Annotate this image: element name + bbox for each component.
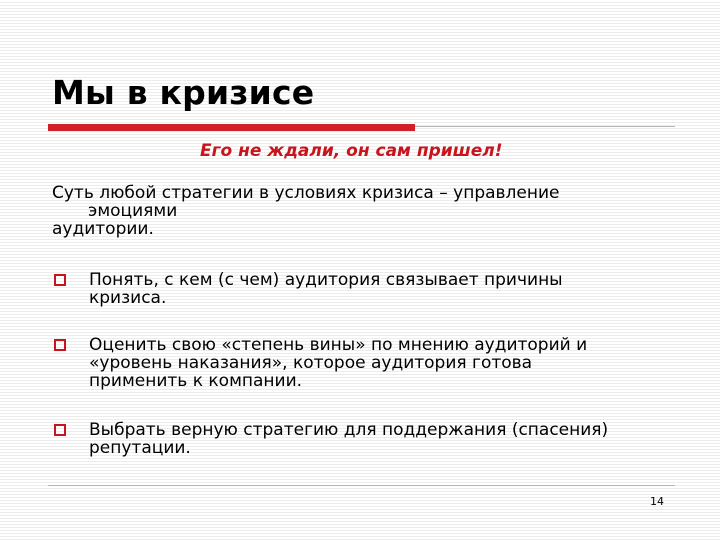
- bullet-item: [54, 421, 674, 457]
- bullet-line: Оценить свою «степень вины» по мнению аудиторий и: [89, 335, 588, 355]
- intro-paragraph: [52, 184, 672, 238]
- intro-line: Суть любой стратегии в условиях кризиса – управление: [52, 183, 560, 203]
- footer-rule: [48, 485, 675, 486]
- page-number: 14: [650, 495, 664, 508]
- bullet-item: [54, 336, 674, 390]
- hollow-square-bullet-icon: [54, 274, 66, 286]
- slide-subtitle: Его не ждали, он сам пришел!: [200, 141, 503, 161]
- bullet-line: применить к компании.: [89, 371, 303, 391]
- title-underline-rule: [415, 126, 675, 127]
- intro-line: эмоциями: [88, 201, 178, 221]
- title-underline-accent: [48, 124, 415, 131]
- bullet-line: Выбрать верную стратегию для поддержания (спасения): [89, 420, 609, 440]
- bullet-line: «уровень наказания», которое аудитория готова: [89, 353, 533, 373]
- bullet-line: репутации.: [89, 438, 191, 458]
- slide-title: Мы в кризисе: [52, 73, 315, 112]
- bullet-item: [54, 271, 674, 307]
- bullet-line: кризиса.: [89, 288, 167, 308]
- bullet-text: [89, 421, 674, 457]
- bullet-text: [89, 271, 674, 307]
- intro-line: аудитории.: [52, 219, 154, 239]
- bullet-text: [89, 336, 674, 390]
- hollow-square-bullet-icon: [54, 339, 66, 351]
- hollow-square-bullet-icon: [54, 424, 66, 436]
- bullet-line: Понять, с кем (с чем) аудитория связывает причины: [89, 270, 563, 290]
